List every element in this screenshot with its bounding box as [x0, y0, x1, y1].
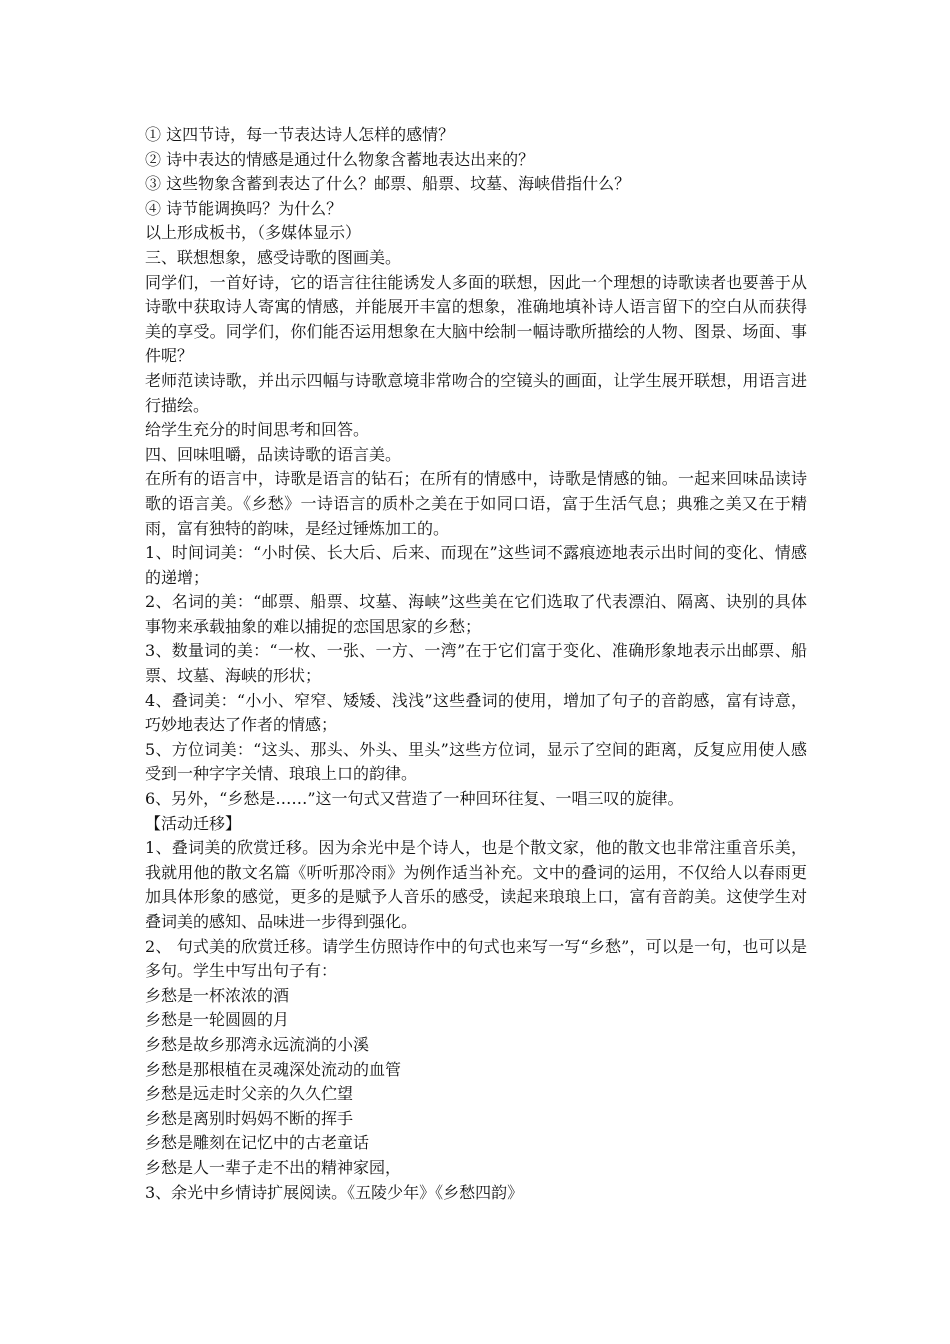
question-4: ④ 诗节能调换吗？为什么？ — [145, 198, 343, 218]
item-sentence-pattern: 6、另外，“乡愁是……”这一句式又营造了一种回环往复、一唱三叹的旋律。 — [145, 789, 684, 809]
section-heading-3: 三、联想想象，感受诗歌的图画美。 — [145, 247, 402, 267]
item-position-words: 5、方位词美：“这头、那头、外头、里头”这些方位词，显示了空间的距离，反复应用使人感受到一种字字关情、琅琅上口的韵律。 — [145, 739, 807, 784]
item-reduplicated-words: 4、叠词美：“小小、窄窄、矮矮、浅浅”这些叠词的使用，增加了句子的音韵感，富有诗意，巧妙地表达了作者的情感； — [145, 690, 807, 735]
student-sentence: 乡愁是一杯浓浓的酒 — [145, 985, 290, 1005]
document-page — [145, 123, 807, 1205]
question-1: ① 这四节诗，每一节表达诗人怎样的感情？ — [145, 125, 455, 144]
student-sentence: 乡愁是故乡那湾永远流淌的小溪 — [145, 1034, 370, 1054]
student-sentence: 乡愁是人一辈子走不出的精神家园， — [145, 1157, 402, 1177]
student-sentence: 乡愁是雕刻在记忆中的古老童话 — [145, 1133, 370, 1153]
activity-1: 1、叠词美的欣赏迁移。因为余光中是个诗人，也是个散文家，他的散文也非常注重音乐美，我就用他的散文名篇《听听那冷雨》为例作适当补充。文中的叠词的运用，不仅给人以春雨更加具体形象的感觉，更多的是赋予人音乐的感受，读起来琅琅上口，富有音韵美。这使学生对叠词美的感知、品味进一步得到强化。 — [145, 838, 807, 931]
activity-2: 2、 句式美的欣赏迁移。请学生仿照诗作中的句式也来写一写“乡愁”，可以是一句，也可以是多句。学生中写出句子有： — [145, 936, 807, 981]
student-sentence: 乡愁是那根植在灵魂深处流动的血管 — [145, 1059, 402, 1079]
question-2: ② 诗中表达的情感是通过什么物象含蓄地表达出来的？ — [145, 149, 535, 169]
item-time-words: 1、时间词美：“小时侯、长大后、后来、而现在”这些词不露痕迹地表示出时间的变化、情感的递增； — [145, 543, 807, 587]
student-sentence: 乡愁是离别时妈妈不断的挥手 — [145, 1108, 354, 1128]
paragraph-thinking-time: 给学生充分的时间思考和回答。 — [145, 420, 370, 440]
activity-3: 3、余光中乡情诗扩展阅读。《五陵少年》《乡愁四韵》 — [145, 1182, 524, 1202]
question-3: ③ 这些物象含蓄到表达了什么？邮票、船票、坟墓、海峡借指什么？ — [145, 174, 631, 194]
student-sentence: 乡愁是一轮圆圆的月 — [145, 1010, 290, 1030]
paragraph-language-beauty: 在所有的语言中，诗歌是语言的钻石；在所有的情感中，诗歌是情感的铀。一起来回味品读诗歌的语言美。《乡愁》一诗语言的质朴之美在于如同口语，富于生活气息；典雅之美又在于精雨，富有独特的韵味，是经过锤炼加工的。 — [145, 469, 807, 538]
item-quantifiers: 3、数量词的美：“一枚、一张、一方、一湾”在于它们富于变化、准确形象地表示出邮票、船票、坟墓、海峡的形状； — [145, 641, 807, 686]
section-heading-4: 四、回味咀嚼，品读诗歌的语言美。 — [145, 444, 402, 464]
student-sentence: 乡愁是远走时父亲的久久伫望 — [145, 1084, 354, 1104]
blackboard-note: 以上形成板书，（多媒体显示） — [145, 223, 362, 243]
activity-heading: 【活动迁移】 — [145, 813, 242, 833]
paragraph-imagination: 同学们，一首好诗，它的语言往往能诱发人多面的联想，因此一个理想的诗歌读者也要善于从诗歌中获取诗人寄寓的情感，并能展开丰富的想象，准确地填补诗人语言留下的空白从而获得美的享受。同学们，你们能否运用想象在大脑中绘制一幅诗歌所描绘的人物、图景、场面、事件呢？ — [145, 272, 807, 366]
paragraph-teacher-reading: 老师范读诗歌，并出示四幅与诗歌意境非常吻合的空镜头的画面，让学生展开联想，用语言进行描绘。 — [145, 370, 807, 415]
item-nouns: 2、名词的美：“邮票、船票、坟墓、海峡”这些美在它们选取了代表漂泊、隔离、诀别的具体事物来承载抽象的难以捕捉的恋国思家的乡愁； — [145, 592, 807, 636]
